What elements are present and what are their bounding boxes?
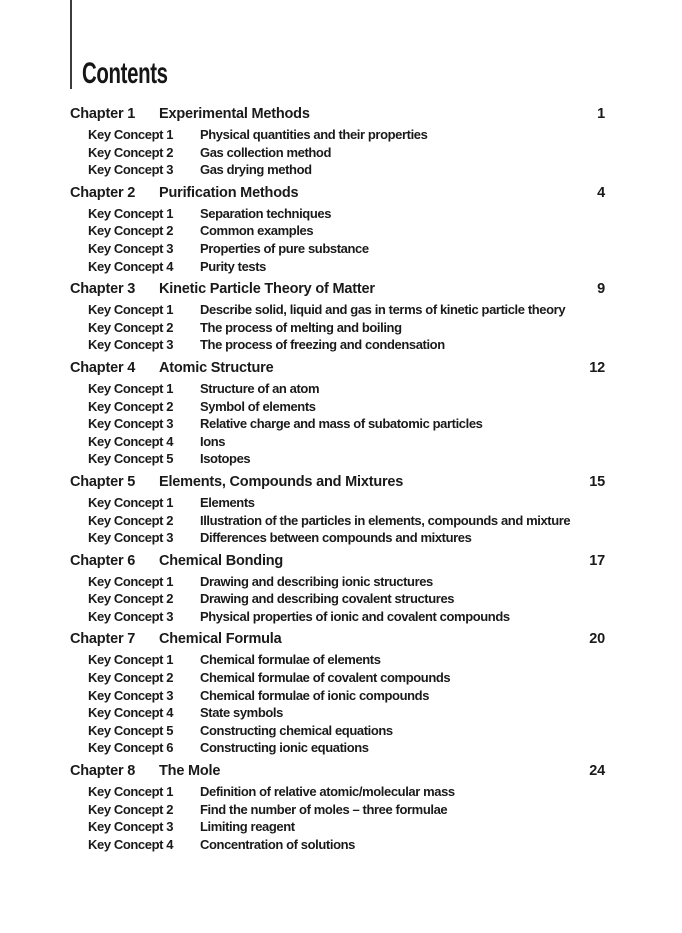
chapter-page-number: 17 xyxy=(589,552,605,569)
key-concept-label: Key Concept 3 xyxy=(88,530,174,546)
key-concept-row xyxy=(70,687,605,705)
key-concept-row xyxy=(70,398,605,416)
toc-chapter xyxy=(70,472,605,547)
key-concept-list xyxy=(70,205,605,275)
toc-chapter xyxy=(70,104,605,179)
key-concept-row xyxy=(70,512,605,530)
key-concept-row xyxy=(70,222,605,240)
toc-chapter xyxy=(70,279,605,354)
key-concept-list xyxy=(70,783,605,853)
key-concept-label: Key Concept 2 xyxy=(88,319,174,335)
key-concept-title: Concentration of solutions xyxy=(200,836,355,852)
chapter-title: Kinetic Particle Theory of Matter xyxy=(159,281,375,298)
key-concept-list xyxy=(70,651,605,757)
key-concept-label: Key Concept 2 xyxy=(88,670,174,686)
key-concept-title: The process of freezing and condensation xyxy=(200,337,445,353)
chapter-page-number: 20 xyxy=(589,631,605,648)
key-concept-label: Key Concept 1 xyxy=(88,573,174,589)
toc-chapter-heading xyxy=(70,629,605,649)
key-concept-list xyxy=(70,380,605,468)
chapter-title: Chemical Formula xyxy=(159,631,282,648)
key-concept-title: Physical quantities and their properties xyxy=(200,127,428,142)
key-concept-row xyxy=(70,573,605,591)
toc-chapter xyxy=(70,629,605,757)
chapter-page-number: 4 xyxy=(597,184,605,201)
key-concept-label: Key Concept 3 xyxy=(88,819,174,835)
key-concept-label: Key Concept 5 xyxy=(88,722,174,738)
chapter-title: The Mole xyxy=(159,763,221,780)
chapter-label: Chapter 3 xyxy=(70,281,136,298)
key-concept-title: Limiting reagent xyxy=(200,819,295,835)
key-concept-row xyxy=(70,704,605,722)
toc xyxy=(70,104,605,857)
key-concept-title: Gas drying method xyxy=(200,162,312,178)
key-concept-title: Isotopes xyxy=(200,451,251,467)
key-concept-row xyxy=(70,529,605,547)
key-concept-label: Key Concept 1 xyxy=(88,205,174,221)
chapter-title: Atomic Structure xyxy=(159,359,274,376)
toc-chapter-heading xyxy=(70,183,605,203)
key-concept-title: Illustration of the particles in elements, compounds and mixture xyxy=(200,512,571,528)
chapter-label: Chapter 4 xyxy=(70,359,136,376)
key-concept-label: Key Concept 3 xyxy=(88,240,174,256)
key-concept-label: Key Concept 1 xyxy=(88,127,174,142)
key-concept-title: Drawing and describing covalent structures xyxy=(200,591,455,607)
key-concept-row xyxy=(70,608,605,626)
key-concept-row xyxy=(70,818,605,836)
key-concept-row xyxy=(70,301,605,319)
key-concept-row xyxy=(70,450,605,468)
key-concept-label: Key Concept 4 xyxy=(88,258,174,274)
key-concept-label: Key Concept 2 xyxy=(88,591,174,607)
key-concept-list xyxy=(70,494,605,547)
key-concept-title: Common examples xyxy=(200,223,314,239)
key-concept-row xyxy=(70,669,605,687)
toc-chapter xyxy=(70,761,605,853)
key-concept-label: Key Concept 4 xyxy=(88,433,174,449)
key-concept-label: Key Concept 2 xyxy=(88,398,174,414)
toc-chapter-heading xyxy=(70,104,605,124)
key-concept-row xyxy=(70,494,605,512)
key-concept-title: Constructing chemical equations xyxy=(200,722,393,738)
key-concept-title: Differences between compounds and mixtures xyxy=(200,530,472,546)
key-concept-row xyxy=(70,836,605,854)
chapter-label: Chapter 5 xyxy=(70,473,136,490)
key-concept-row xyxy=(70,801,605,819)
key-concept-title: Chemical formulae of ionic compounds xyxy=(200,687,430,703)
key-concept-label: Key Concept 4 xyxy=(88,836,174,852)
key-concept-title: Properties of pure substance xyxy=(200,240,369,256)
toc-chapter xyxy=(70,358,605,468)
chapter-label: Chapter 6 xyxy=(70,552,136,569)
key-concept-title: Symbol of elements xyxy=(200,398,316,414)
toc-chapter-heading xyxy=(70,761,605,781)
key-concept-title: State symbols xyxy=(200,705,283,721)
key-concept-label: Key Concept 3 xyxy=(88,162,174,178)
key-concept-row xyxy=(70,336,605,354)
toc-chapter-heading xyxy=(70,279,605,299)
chapter-label: Chapter 8 xyxy=(70,763,136,780)
toc-chapter-heading xyxy=(70,472,605,492)
chapter-label: Chapter 1 xyxy=(70,106,136,122)
key-concept-label: Key Concept 1 xyxy=(88,302,174,318)
chapter-page-number: 15 xyxy=(589,473,605,490)
key-concept-label: Key Concept 4 xyxy=(88,705,174,721)
key-concept-title: Relative charge and mass of subatomic particles xyxy=(200,416,483,432)
toc-chapter xyxy=(70,183,605,275)
key-concept-row xyxy=(70,258,605,276)
key-concept-title: Gas collection method xyxy=(200,144,332,160)
key-concept-row xyxy=(70,319,605,337)
key-concept-title: Physical properties of ionic and covalent compounds xyxy=(200,608,510,624)
chapter-label: Chapter 2 xyxy=(70,184,136,201)
key-concept-title: Ions xyxy=(200,433,226,449)
key-concept-row xyxy=(70,161,605,179)
key-concept-label: Key Concept 3 xyxy=(88,608,174,624)
key-concept-label: Key Concept 1 xyxy=(88,652,174,668)
key-concept-row xyxy=(70,144,605,162)
key-concept-label: Key Concept 1 xyxy=(88,494,174,510)
key-concept-row xyxy=(70,590,605,608)
key-concept-label: Key Concept 2 xyxy=(88,801,174,817)
key-concept-list xyxy=(70,126,605,179)
key-concept-row xyxy=(70,651,605,669)
key-concept-list xyxy=(70,301,605,354)
key-concept-row xyxy=(70,240,605,258)
key-concept-label: Key Concept 5 xyxy=(88,451,174,467)
key-concept-label: Key Concept 2 xyxy=(88,223,174,239)
key-concept-title: Chemical formulae of elements xyxy=(200,652,381,668)
chapter-title: Elements, Compounds and Mixtures xyxy=(159,473,404,490)
chapter-title: Chemical Bonding xyxy=(159,552,284,569)
chapter-page-number: 12 xyxy=(589,359,605,376)
key-concept-title: Structure of an atom xyxy=(200,380,320,396)
key-concept-label: Key Concept 1 xyxy=(88,784,174,800)
key-concept-label: Key Concept 3 xyxy=(88,687,174,703)
chapter-title: Experimental Methods xyxy=(159,106,310,122)
key-concept-row xyxy=(70,783,605,801)
toc-chapter-heading xyxy=(70,358,605,378)
key-concept-row xyxy=(70,739,605,757)
key-concept-title: Describe solid, liquid and gas in terms of kinetic particle theory xyxy=(200,302,566,318)
toc-chapter-heading xyxy=(70,551,605,571)
key-concept-title: Drawing and describing ionic structures xyxy=(200,573,433,589)
toc-chapter xyxy=(70,551,605,626)
key-concept-label: Key Concept 1 xyxy=(88,380,174,396)
key-concept-row xyxy=(70,126,605,144)
key-concept-label: Key Concept 3 xyxy=(88,337,174,353)
margin-rule-divider xyxy=(70,0,72,89)
chapter-page-number: 9 xyxy=(597,281,605,298)
key-concept-row xyxy=(70,722,605,740)
key-concept-row xyxy=(70,205,605,223)
chapter-title: Purification Methods xyxy=(159,184,299,201)
key-concept-title: Purity tests xyxy=(200,258,267,274)
page-title: Contents xyxy=(82,57,168,90)
key-concept-title: Definition of relative atomic/molecular mass xyxy=(200,784,455,800)
key-concept-label: Key Concept 2 xyxy=(88,144,174,160)
chapter-page-number: 24 xyxy=(589,763,605,780)
chapter-page-number: 1 xyxy=(597,106,605,122)
key-concept-row xyxy=(70,380,605,398)
key-concept-label: Key Concept 2 xyxy=(88,512,174,528)
key-concept-label: Key Concept 3 xyxy=(88,416,174,432)
key-concept-title: Separation techniques xyxy=(200,205,332,221)
key-concept-title: Constructing ionic equations xyxy=(200,740,369,756)
key-concept-title: Elements xyxy=(200,494,255,510)
key-concept-row xyxy=(70,415,605,433)
key-concept-title: Find the number of moles – three formulae xyxy=(200,801,448,817)
key-concept-list xyxy=(70,573,605,626)
chapter-label: Chapter 7 xyxy=(70,631,136,648)
key-concept-title: Chemical formulae of covalent compounds xyxy=(200,670,451,686)
key-concept-row xyxy=(70,433,605,451)
key-concept-title: The process of melting and boiling xyxy=(200,319,402,335)
key-concept-label: Key Concept 6 xyxy=(88,740,174,756)
